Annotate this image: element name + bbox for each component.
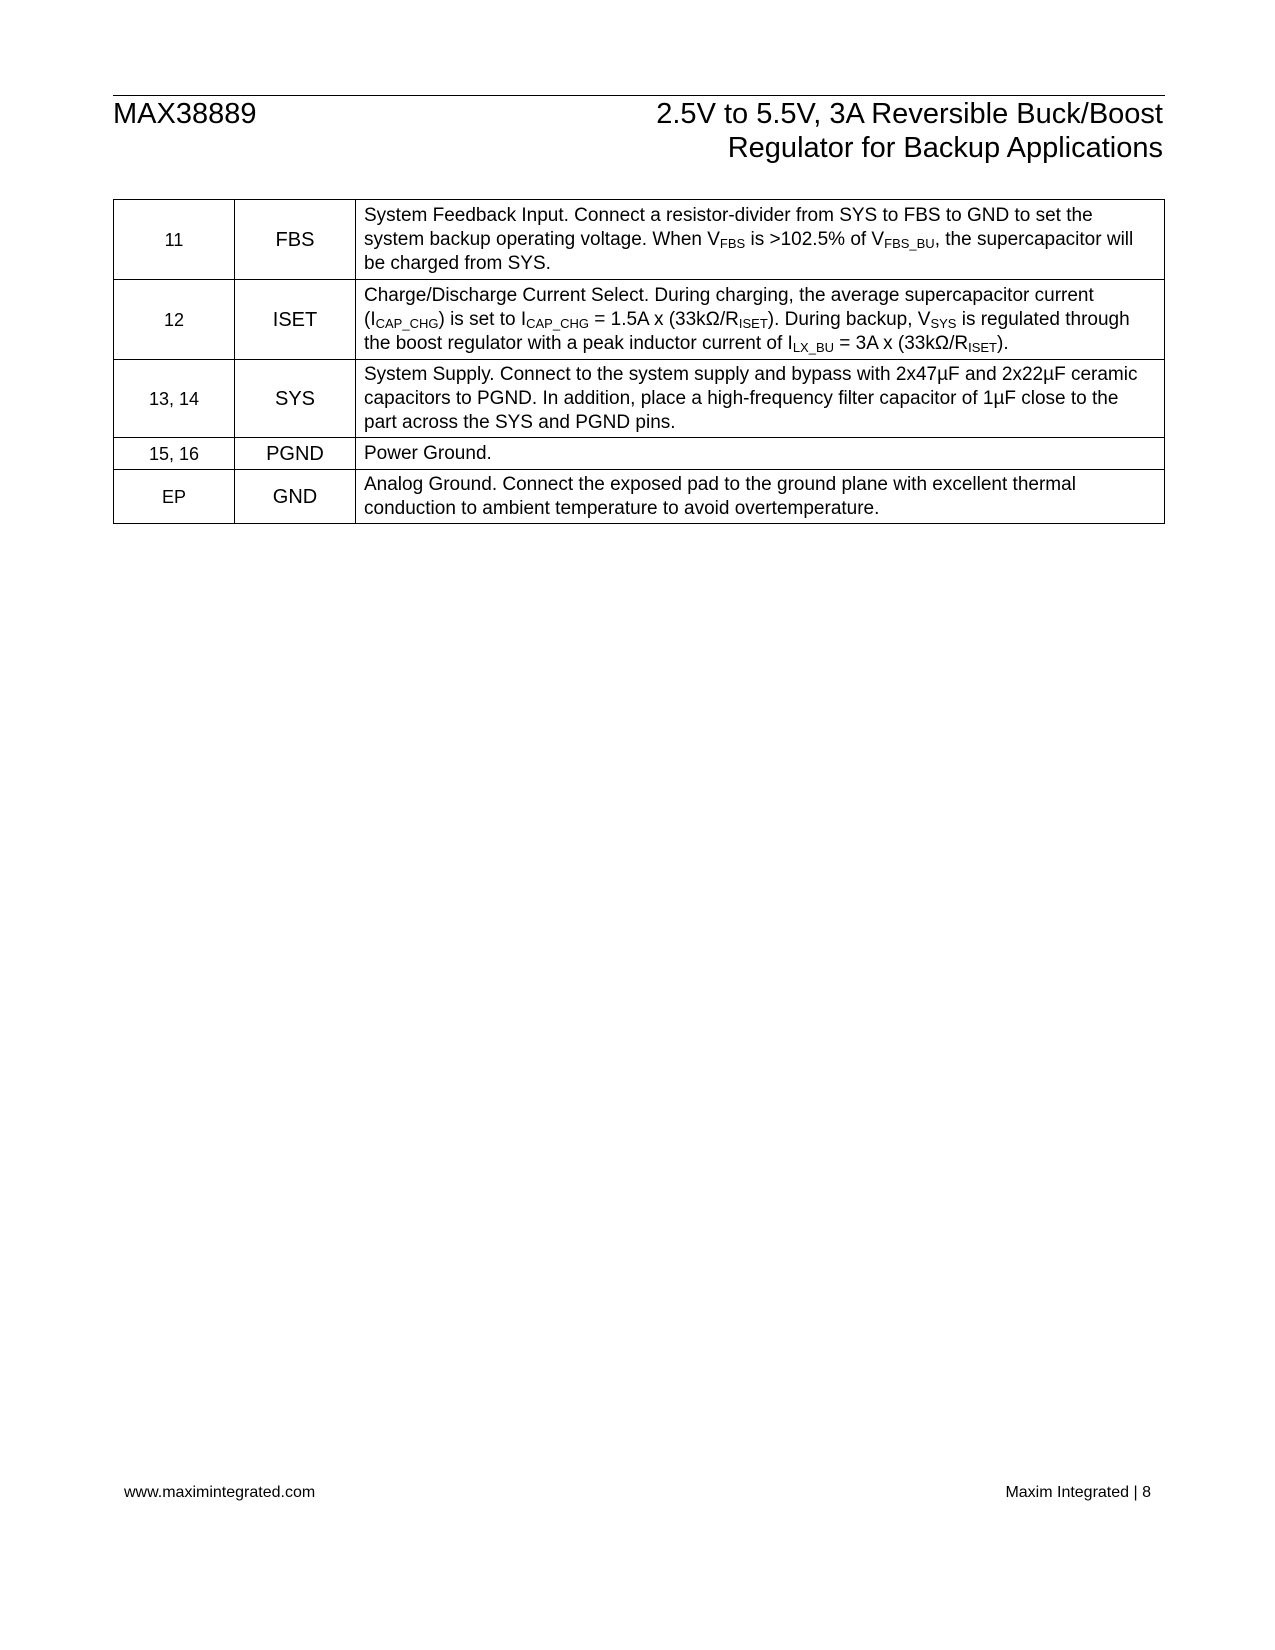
pin-number: 11	[114, 200, 235, 280]
document-title	[463, 97, 1163, 165]
function-text: Charge/Discharge Current Select. During charging, the average supercapacitor current (I	[364, 284, 1094, 330]
pin-number: 15, 16	[114, 438, 235, 470]
function-text: , the supercapacitor will be charged from SYS.	[364, 228, 1134, 274]
function-text: System Supply. Connect to the system supply and bypass with 2x47µF and 2x22µF ceramic capacitors to PGND. In addition, place a high-frequency filter capacitor of 1µF close to the part across the SYS and PGND pins.	[364, 363, 1138, 433]
part-number: MAX38889	[113, 98, 257, 130]
function-text: = 1.5A x (33kΩ/R	[588, 308, 739, 330]
pin-function	[356, 438, 1165, 470]
function-text: ) is set to I	[438, 308, 527, 330]
function-text: is >102.5% of V	[745, 228, 885, 250]
pin-number: 13, 14	[114, 360, 235, 438]
function-text: ).	[997, 332, 1009, 354]
subscript: FBS_BU	[884, 235, 935, 251]
subscript: LX_BU	[792, 339, 835, 355]
document-title-line-1: 2.5V to 5.5V, 3A Reversible Buck/Boost	[656, 98, 1163, 130]
header-rule	[113, 95, 1165, 96]
pin-number: 12	[114, 280, 235, 360]
pin-function	[356, 360, 1165, 438]
subscript: CAP_CHG	[375, 315, 439, 331]
pin-number: EP	[114, 470, 235, 524]
table-row	[114, 470, 1165, 524]
table-row	[114, 360, 1165, 438]
footer-page-label: Maxim Integrated | 8	[1005, 1484, 1151, 1501]
pin-function	[356, 470, 1165, 524]
footer-website: www.maximintegrated.com	[124, 1484, 316, 1501]
subscript: FBS	[719, 235, 746, 251]
function-text: = 3A x (33kΩ/R	[834, 332, 969, 354]
function-text: ). During backup, V	[767, 308, 931, 330]
function-text: Analog Ground. Connect the exposed pad to the ground plane with excellent thermal conduction to ambient temperature to avoid overtemperature.	[364, 473, 1076, 519]
pin-function	[356, 280, 1165, 360]
pin-name: GND	[235, 470, 356, 524]
subscript: CAP_CHG	[526, 315, 589, 331]
subscript: ISET	[738, 315, 768, 331]
subscript: ISET	[968, 339, 997, 355]
pin-name: SYS	[235, 360, 356, 438]
pin-description-table	[113, 199, 1165, 524]
function-text: Power Ground.	[364, 442, 492, 464]
document-title-line-2: Regulator for Backup Applications	[727, 132, 1163, 164]
subscript: SYS	[930, 315, 957, 331]
table-row	[114, 280, 1165, 360]
pin-function	[356, 200, 1165, 280]
pin-name: FBS	[235, 200, 356, 280]
table-row	[114, 438, 1165, 470]
function-text: System Feedback Input. Connect a resistor-divider from SYS to FBS to GND to set the system backup operating voltage. When V	[364, 204, 1093, 250]
table-row	[114, 200, 1165, 280]
function-text: is regulated through the boost regulator with a peak inductor current of I	[364, 308, 1130, 354]
pin-name: PGND	[235, 438, 356, 470]
pin-name: ISET	[235, 280, 356, 360]
